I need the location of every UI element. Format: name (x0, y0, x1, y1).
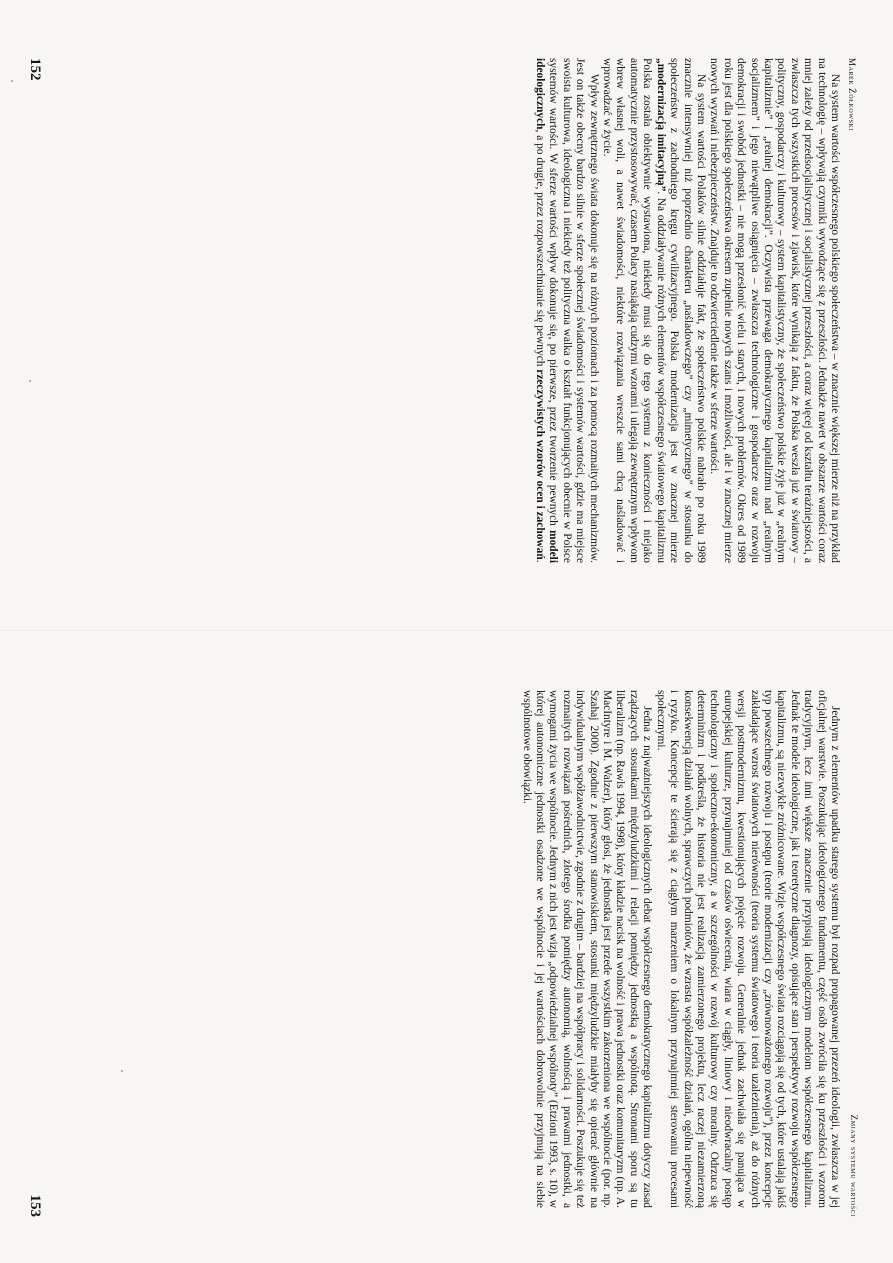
paragraph (600, 58, 707, 563)
text-run: . Na oddziaływanie różnych elementów współczesnego światowego kapitalizmu Polska została obiektywnie wystawiona, niekiedy musi się do tego systemu z konieczności i niejako automatycznie przystosowywać, czasem Polacy nasiąkają cudzymi wzorami i ulegają zewnętrznym wpływom wbrew własnej woli, a nawet świadomości, niektóre rozwiązania wreszcie sami chcą naśladować i wprowadzać w życie. (601, 58, 667, 564)
text-run: Wpływ zewnętrznego świata dokonuje się na różnych poziomach i za pomocą rozmaitych mechanizmów. Jest on także obecny bardzo silnie w sferze społecznej świadomości i systemów wartości, gdzie ma miejsce swoista kulturowa, ideologiczna i niekiedy też polityczna walka o kształt funkcjonujących obecnie w Polsce systemów wartości. W sferze wartości wpływ dokonuje się, po pierwsze, przez tworzenie pewnych (547, 58, 600, 563)
text-run: Jedna z najważniejszych ideologicznych debat współczesnego demokratycznego kapitalizmu dotyczy zasad rządzących stosunkami międzyludzkimi i relacji pomiędzy jednostką a wspólnotą. Stronami sporu są tu liberalizm (np. Rawls 1994, 1998), który kładzie nacisk na wolność i prawa jednostki oraz komunitaryzm (np. A. MacIntyre i M. Walzer), który głosi, że jednostka jest przede wszystkim zakorzeniona we wspólnocie (por. np. Szahaj 2000). Zgodnie z pierwszym stanowiskiem, stosunki międzyludzkie miałyby się opierać głównie na indywidualnym współzawodnictwie, zgodnie z drugim – bardziej na współpracy i solidarności. Poszukuje się też rozmaitych rozwiązań pośrednich, złotego środka pomiędzy autonomią, wolnością i prawami jednostki, a wymogami życia we wspólnocie. Jednym z nich jest wizja „odpowiedzialnej wspólnoty” (Etzioni 1993, s. 10), w której autonomiczne jednostki osadzone we wspólnocie i jej wartościach dobrowolnie przyjmują na siebie wspólnotowe obowiązki. (520, 690, 654, 1208)
paragraph (653, 690, 841, 1208)
scan-speck (11, 80, 13, 82)
running-head-title: Zmiany systemu wartości (849, 1114, 859, 1217)
text-run: . (534, 559, 547, 563)
left-page (0, 0, 893, 631)
right-page (0, 632, 893, 1263)
text-run: , a po drugie, przez rozpowszechnianie się pewnych (534, 129, 547, 370)
text-run: Na system wartości współczesnego polskiego społeczeństwa – w znacznie większej mierze niż na przykład na technologię – wpływają czynniki wywodzące się z przeszłości. Jednakże nawet w obszarze wartości coraz mniej zależy od przedsocjalistycznej i socjalistycznej przeszłości, a coraz więcej od kształtu teraźniejszości, a zwłaszcza tych wszystkich procesów i zjawisk, które wynikają z faktu, że Polska weszła już w światowy – polityczny, gospodarczy i kulturowy – system kapitalistyczny, że społeczeństwo polskie żyje już w „realnym kapitalizmie” i „realnej demokracji”. Oczywista przewaga demokratycznego kapitalizmu nad „realnym socjalizmem” i jego niewątpliwe osiągnięcia – zwłaszcza technologiczne i gospodarcze oraz w rozwoju demokracji i swobód jednostki – nie mogą przesłonić wielu i starych, i nowych problemów. Okres od 1989 roku jest dla polskiego społeczeństwa okresem zupełnie nowych szans i możliwości, ale i w znacznej mierze nowych wyzwań i niebezpieczeństw. Znajduje to odzwierciedlenie także w sferze wartości. (708, 58, 841, 563)
page-number: 153 (27, 1194, 43, 1217)
page-number: 152 (27, 58, 43, 81)
paragraph (533, 58, 600, 563)
scan-speck (121, 1070, 123, 1072)
bold-phrase: „modernizacją imitacyjną” (654, 58, 667, 192)
bold-phrase: rzeczywistych wzorów ocen i zachowań (534, 369, 547, 560)
paragraph (519, 690, 653, 1208)
scan-speck (29, 380, 31, 382)
body-text (519, 690, 841, 1208)
body-text (533, 58, 841, 563)
running-head-author: Marek Żółkowski (847, 58, 857, 132)
paragraph (707, 58, 841, 563)
text-run: Na system wartości Polaków silnie oddziałuje fakt, że społeczeństwo polskie nabrało po roku 1989 znacznie intensywniej niż poprzednio charakteru „naśladowczego” czy „mimetycznego” w stosunku do społeczeństw z zachodniego kręgu cywilizacyjnego. Polska modernizacja jest w znacznej mierze (668, 58, 707, 563)
text-run: Jednym z elementów upadku starego systemu był rozpad propagowanej przezeń ideologii, zwłaszcza w jej oficjalnej warstwie. Poszukując ideologicznego fundamentu, część osób zwróciła się ku przeszłości i wzorom tradycyjnym, lecz inni większe znaczenie przypisują ideologicznym modelom współczesnego kapitalizmu. Jednak te modele ideologiczne, jak i teoretyczne diagnozy, opisujące stan i perspektywy rozwoju współczesnego kapitalizmu, są niezwykle zróżnicowane. Wizje współczesnego świata rozciągają się od tych, które ustalają jakiś typ powszechnego rozwoju i postępu (teorie modernizacji czy „zrównoważonego rozwoju”), przez koncepcje zakładające wzrost światowych nierówności (teoria systemu światowego i teoria uzależnienia), aż do różnych wersji postmodernizmu, kwestionujących pojęcie rozwoju. Generalnie jednak zachwiała się panująca w europejskiej kulturze, przynajmniej od czasów oświecenia, wiara w ciągły, liniowy i nieodwracalny postęp technologiczny i społeczno-ekonomiczny, a w szczególności w rozwój kulturowy czy moralny. Odrzuca się determinizm i podkreśla, że historia nie jest realizacją zamierzonego projektu, lecz raczej niezamierzoną konsekwencją działań wolnych, sprawczych podmiotów, że wzrasta współzależność działań, ogólna niepewność i ryzyko. Koncepcje te ścierają się z ciągłym marzeniem o lokalnym przynajmniej sterowaniu procesami społecznymi. (654, 690, 841, 1208)
bold-phrase: modeli ideologicznych (534, 58, 560, 563)
